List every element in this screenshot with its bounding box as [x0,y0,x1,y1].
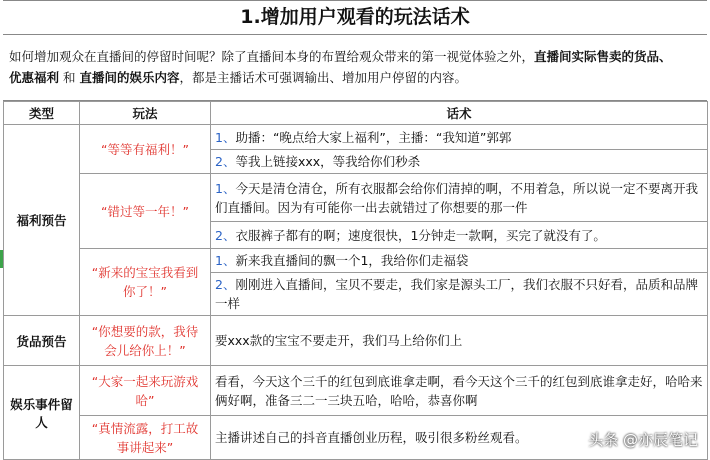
intro-text-2: 和 [59,70,80,85]
table-row [4,125,708,150]
intro-bold-2: 优惠福利 [9,70,60,85]
table-row [4,249,708,273]
play-cell: “真情流露，打工故事讲起来” [80,416,211,460]
script-table [3,101,708,460]
header-type: 类型 [4,102,80,125]
talk-text: 今天是清仓清仓，所有衣服都会给你们清掉的啊，不用着急，所以说一定不要离开我们直播间。因为有可能你一出去就错过了你想要的那一件 [215,180,698,215]
talk-number: 1、 [215,129,236,145]
talk-cell [211,249,708,273]
spreadsheet [3,0,707,459]
talk-text: 等我上链接xxx，等我给你们秒杀 [235,154,421,169]
talk-number: 1、 [215,180,236,196]
talk-cell [211,174,708,222]
play-cell: “等等有福利！” [80,125,211,174]
talk-number: 2、 [215,227,236,243]
talk-cell [211,222,708,249]
intro-paragraph [3,35,707,101]
header-play: 玩法 [80,102,211,125]
intro-bold-1: 直播间实际售卖的货品、 [534,49,672,64]
talk-text: 新来我直播间的飘一个1，我给你们走福袋 [235,253,469,268]
type-welfare: 福利预告 [4,125,80,316]
intro-text-1: 如何增加观众在直播间的停留时间呢？除了直播间本身的布置给观众带来的第一视觉体验之外， [9,49,535,64]
talk-number: 2、 [215,277,236,292]
type-goods: 货品预告 [4,316,80,366]
table-row [4,366,708,416]
talk-cell [211,150,708,174]
intro-text-3: ，都是主播话术可强调输出、增加用户停留的内容。 [179,70,467,85]
talk-cell: 主播讲述自己的抖音直播创业历程，吸引很多粉丝观看。 [211,416,708,460]
talk-cell: 要xxx款的宝宝不要走开，我们马上给你们上 [211,316,708,366]
play-cell: “新来的宝宝我看到你了！” [80,249,211,316]
talk-text: 刚刚进入直播间，宝贝不要走，我们家是源头工厂，我们衣服不只好看，品质和品牌一样 [215,277,698,311]
talk-cell [211,273,708,316]
talk-text: 助播：“晚点给大家上福利”，主播：“我知道”郭郭 [235,129,512,145]
play-cell: “你想要的款，我待会儿给你上！” [80,316,211,366]
table-header-row [4,102,708,125]
talk-number: 2、 [215,154,236,169]
talk-cell [211,125,708,150]
play-cell: “错过等一年！” [80,174,211,249]
page-title: 1.增加用户观看的玩法话术 [3,0,707,35]
talk-cell: 看看，今天这个三千的红包到底谁拿走啊，看今天这个三千的红包到底谁拿走好，哈哈来俩好啊，准备三二一三块五哈，哈哈，恭喜你啊 [211,366,708,416]
talk-text: 衣服裤子都有的啊；速度很快，1分钟走一款啊，买完了就没有了。 [235,227,606,243]
table-row [4,174,708,222]
play-cell: “大家一起来玩游戏哈” [80,366,211,416]
table-row [4,316,708,366]
talk-number: 1、 [215,253,236,268]
intro-bold-3: 直播间的娱乐内容 [79,70,180,85]
type-fun: 娱乐事件留人 [4,366,80,460]
watermark-text: 头条 @亦辰笔记 [588,431,698,449]
header-talk: 话术 [211,102,708,125]
